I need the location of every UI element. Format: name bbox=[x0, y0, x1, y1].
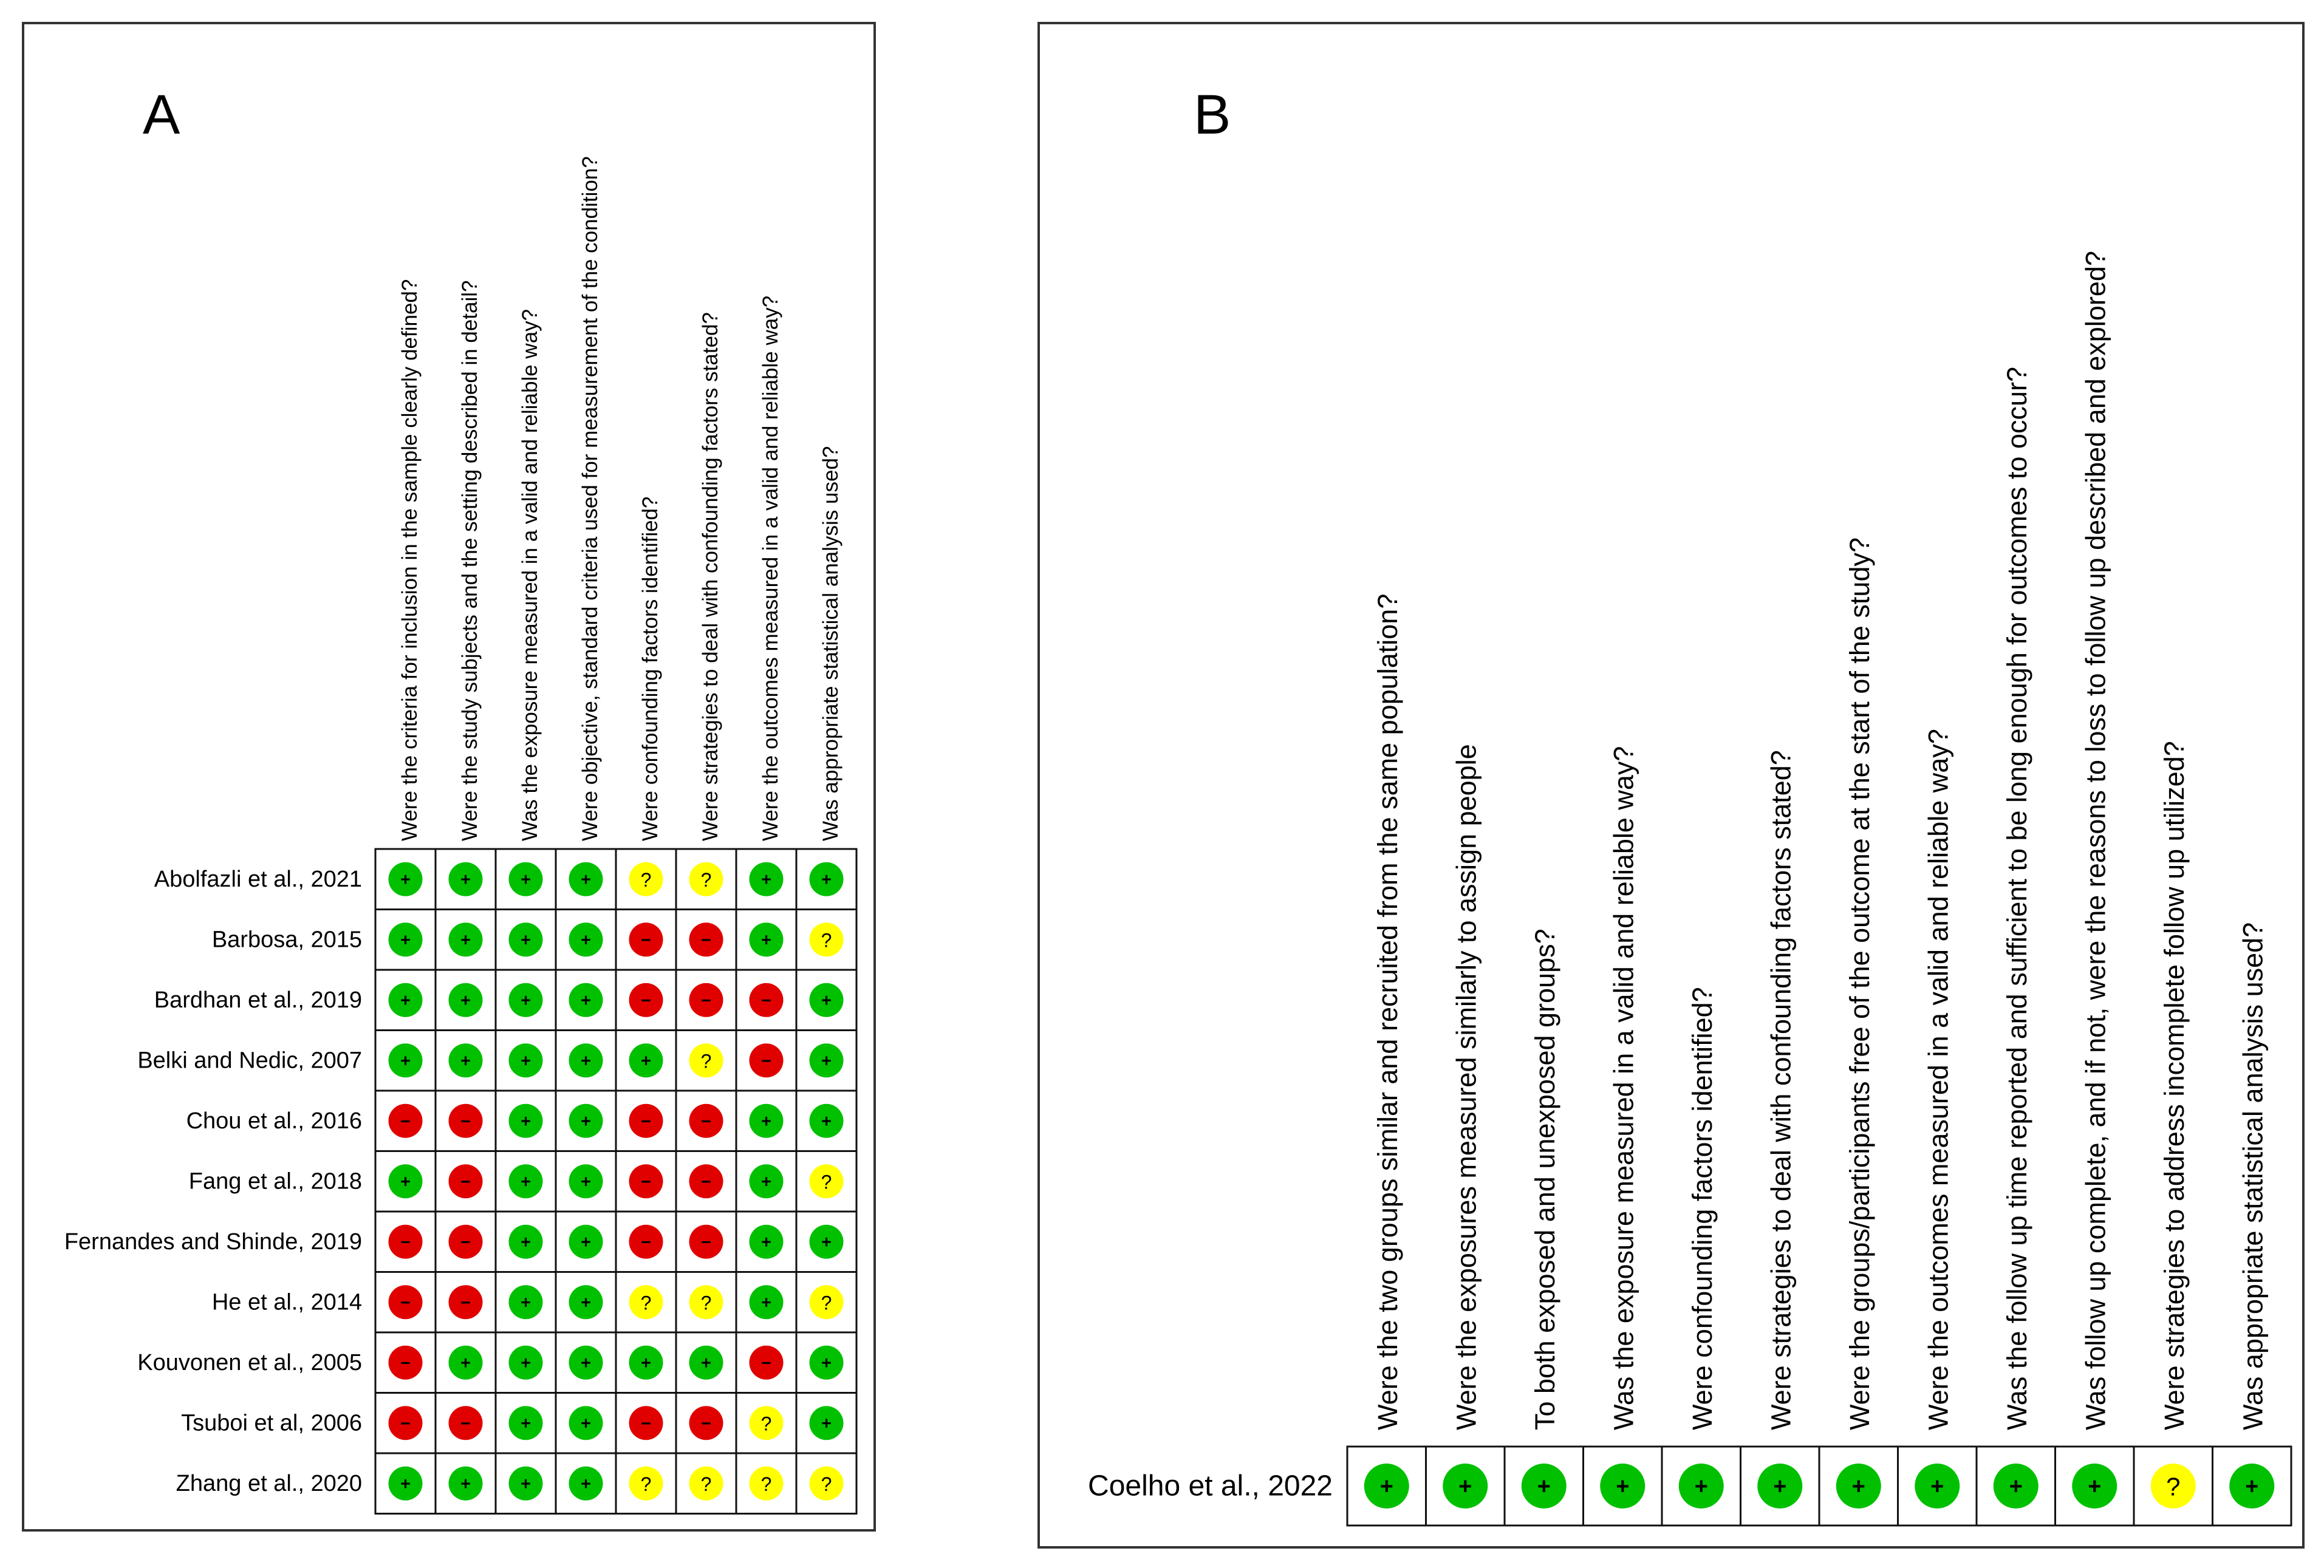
a-rating-symbol: + bbox=[581, 1232, 591, 1252]
b-rating-symbol: + bbox=[1851, 1474, 1865, 1499]
a-question-label: Were objective, standard criteria used for measurement of the condition? bbox=[578, 156, 602, 841]
a-rating-symbol: + bbox=[521, 1474, 531, 1494]
a-rating-symbol: − bbox=[400, 1414, 411, 1434]
a-rating-symbol: ? bbox=[821, 1171, 832, 1193]
b-question-label: Were the two groups similar and recruited from the same population? bbox=[1372, 593, 1403, 1430]
a-rating-symbol: + bbox=[521, 990, 531, 1011]
a-rating-symbol: + bbox=[761, 870, 771, 890]
a-rating-symbol: + bbox=[761, 930, 771, 950]
a-rating-symbol: − bbox=[701, 930, 711, 950]
b-rating-symbol: + bbox=[1694, 1474, 1708, 1499]
panel-a-letter: A bbox=[143, 84, 180, 146]
a-rating-symbol: + bbox=[400, 870, 411, 890]
a-rating-symbol: − bbox=[641, 930, 651, 950]
b-question-label: Was appropriate statistical analysis used? bbox=[2237, 922, 2269, 1430]
a-rating-symbol: ? bbox=[640, 868, 652, 891]
b-question-label: Were strategies to deal with confounding factors stated? bbox=[1765, 750, 1797, 1430]
a-rating-symbol: ? bbox=[760, 1413, 772, 1435]
a-rating-symbol: − bbox=[641, 990, 651, 1011]
b-rating-symbol: + bbox=[1537, 1474, 1551, 1499]
a-rating-symbol: − bbox=[460, 1232, 471, 1252]
a-rating-symbol: + bbox=[821, 1051, 832, 1071]
a-rating-symbol: − bbox=[400, 1353, 411, 1373]
a-rating-symbol: ? bbox=[821, 929, 832, 952]
a-rating-symbol: − bbox=[701, 990, 711, 1011]
b-question-label: Was follow up complete, and if not, were the reasons to loss to follow up described and explored? bbox=[2080, 251, 2111, 1430]
panel-a bbox=[23, 23, 875, 1530]
a-rating-symbol: + bbox=[641, 1051, 651, 1071]
a-rating-symbol: ? bbox=[821, 1292, 832, 1314]
a-rating-symbol: + bbox=[581, 990, 591, 1011]
a-rating-symbol: ? bbox=[700, 1292, 712, 1314]
a-question-label: Were the outcomes measured in a valid and reliable way? bbox=[759, 295, 782, 841]
a-rating-symbol: + bbox=[761, 1293, 771, 1313]
a-study-label: Tsuboi et al, 2006 bbox=[181, 1410, 362, 1436]
a-rating-symbol: + bbox=[821, 1353, 832, 1373]
a-rating-symbol: ? bbox=[821, 1473, 832, 1495]
a-study-label: He et al., 2014 bbox=[211, 1289, 362, 1315]
a-rating-symbol: + bbox=[400, 990, 411, 1011]
a-question-label: Were the criteria for inclusion in the sample clearly defined? bbox=[398, 279, 422, 841]
a-question-label: Was appropriate statistical analysis used? bbox=[819, 446, 842, 841]
a-rating-symbol: − bbox=[641, 1414, 651, 1434]
a-rating-symbol: ? bbox=[760, 1473, 772, 1495]
b-rating-symbol: + bbox=[1458, 1474, 1472, 1499]
a-rating-symbol: − bbox=[701, 1172, 711, 1192]
a-rating-symbol: + bbox=[521, 870, 531, 890]
a-rating-symbol: + bbox=[521, 930, 531, 950]
b-question-label: Were the outcomes measured in a valid and reliable way? bbox=[1922, 729, 1954, 1430]
a-rating-symbol: − bbox=[701, 1111, 711, 1131]
a-rating-symbol: + bbox=[521, 1172, 531, 1192]
a-rating-symbol: − bbox=[400, 1111, 411, 1131]
a-rating-symbol: + bbox=[581, 930, 591, 950]
a-rating-symbol: − bbox=[641, 1111, 651, 1131]
a-rating-symbol: ? bbox=[700, 1050, 712, 1072]
a-rating-symbol: + bbox=[400, 1474, 411, 1494]
panel-b-frame bbox=[1039, 23, 2303, 1547]
a-rating-symbol: + bbox=[400, 1172, 411, 1192]
a-rating-symbol: − bbox=[460, 1414, 471, 1434]
b-rating-symbol: + bbox=[2088, 1474, 2102, 1499]
a-rating-symbol: + bbox=[400, 1051, 411, 1071]
a-rating-symbol: + bbox=[581, 1051, 591, 1071]
b-study-label: Coelho et al., 2022 bbox=[1088, 1470, 1333, 1502]
b-rating-symbol: ? bbox=[2166, 1472, 2181, 1501]
a-study-label: Abolfazli et al., 2021 bbox=[154, 866, 362, 892]
b-rating-symbol: + bbox=[2009, 1474, 2023, 1499]
a-rating-symbol: − bbox=[460, 1172, 471, 1192]
b-question-label: Were the groups/participants free of the outcome at the start of the study? bbox=[1844, 537, 1875, 1430]
a-rating-symbol: + bbox=[821, 870, 832, 890]
a-rating-symbol: + bbox=[521, 1414, 531, 1434]
a-rating-symbol: + bbox=[761, 1111, 771, 1131]
a-rating-symbol: − bbox=[761, 990, 771, 1011]
b-question-label: Were strategies to address incomplete follow up utilized? bbox=[2159, 741, 2190, 1430]
a-rating-symbol: + bbox=[821, 990, 832, 1011]
a-rating-symbol: + bbox=[581, 1353, 591, 1373]
a-rating-symbol: + bbox=[821, 1232, 832, 1252]
a-rating-symbol: + bbox=[821, 1414, 832, 1434]
b-question-label: Were confounding factors identified? bbox=[1687, 987, 1718, 1430]
a-rating-symbol: − bbox=[460, 1111, 471, 1131]
b-rating-symbol: + bbox=[1930, 1474, 1944, 1499]
b-rating-symbol: + bbox=[1379, 1474, 1393, 1499]
a-rating-symbol: ? bbox=[700, 1473, 712, 1495]
a-rating-symbol: + bbox=[581, 1111, 591, 1131]
panel-a-rating-grid bbox=[375, 849, 856, 1514]
a-rating-symbol: + bbox=[521, 1232, 531, 1252]
a-rating-symbol: ? bbox=[640, 1292, 652, 1314]
a-rating-symbol: − bbox=[641, 1172, 651, 1192]
a-rating-symbol: + bbox=[761, 1172, 771, 1192]
a-study-label: Bardhan et al., 2019 bbox=[154, 987, 362, 1013]
a-rating-symbol: + bbox=[521, 1051, 531, 1071]
panel-b-rating-grid bbox=[1347, 1447, 2291, 1525]
a-study-label: Chou et al., 2016 bbox=[186, 1108, 362, 1134]
a-rating-symbol: + bbox=[581, 1474, 591, 1494]
b-rating-symbol: + bbox=[2245, 1474, 2259, 1499]
a-study-label: Fernandes and Shinde, 2019 bbox=[64, 1229, 362, 1255]
a-study-label: Belki and Nedic, 2007 bbox=[137, 1048, 362, 1074]
panel-b bbox=[1039, 23, 2303, 1547]
b-rating-symbol: + bbox=[1773, 1474, 1787, 1499]
a-rating-symbol: + bbox=[581, 1172, 591, 1192]
a-rating-symbol: − bbox=[641, 1232, 651, 1252]
a-rating-symbol: + bbox=[460, 990, 471, 1011]
a-rating-symbol: + bbox=[460, 1474, 471, 1494]
a-rating-symbol: − bbox=[761, 1051, 771, 1071]
a-rating-symbol: + bbox=[701, 1353, 711, 1373]
b-question-label: To both exposed and unexposed groups? bbox=[1529, 929, 1560, 1430]
a-question-label: Were strategies to deal with confounding factors stated? bbox=[699, 312, 722, 841]
a-rating-symbol: + bbox=[761, 1232, 771, 1252]
a-rating-symbol: + bbox=[581, 1293, 591, 1313]
a-study-label: Fang et al., 2018 bbox=[188, 1168, 362, 1195]
a-question-label: Were the study subjects and the setting described in detail? bbox=[458, 280, 482, 841]
a-rating-symbol: + bbox=[521, 1353, 531, 1373]
a-study-label: Zhang et al., 2020 bbox=[176, 1470, 362, 1496]
a-study-label: Barbosa, 2015 bbox=[211, 927, 362, 953]
a-rating-symbol: + bbox=[521, 1293, 531, 1313]
a-rating-symbol: ? bbox=[700, 868, 712, 891]
a-question-label: Were confounding factors identified? bbox=[638, 496, 662, 841]
panel-b-study-labels bbox=[1088, 1470, 1333, 1502]
a-rating-symbol: + bbox=[460, 1051, 471, 1071]
a-study-label: Kouvonen et al., 2005 bbox=[137, 1349, 362, 1375]
a-rating-symbol: + bbox=[581, 1414, 591, 1434]
a-rating-symbol: + bbox=[460, 870, 471, 890]
a-question-label: Was the exposure measured in a valid and reliable way? bbox=[518, 308, 542, 841]
panel-b-letter: B bbox=[1194, 84, 1231, 146]
b-question-label: Were the exposures measured similarly to assign people bbox=[1451, 744, 1482, 1430]
a-rating-symbol: + bbox=[400, 930, 411, 950]
a-rating-symbol: + bbox=[641, 1353, 651, 1373]
a-rating-symbol: − bbox=[400, 1293, 411, 1313]
a-rating-symbol: − bbox=[761, 1353, 771, 1373]
b-question-label: Was the follow up time reported and sufficient to be long enough for outcomes to occur? bbox=[2001, 366, 2032, 1430]
a-rating-symbol: − bbox=[400, 1232, 411, 1252]
a-rating-symbol: + bbox=[460, 930, 471, 950]
a-rating-symbol: − bbox=[460, 1293, 471, 1313]
a-rating-symbol: + bbox=[581, 870, 591, 890]
b-rating-symbol: + bbox=[1616, 1474, 1630, 1499]
a-rating-symbol: − bbox=[701, 1232, 711, 1252]
a-rating-symbol: ? bbox=[640, 1473, 652, 1495]
a-rating-symbol: − bbox=[701, 1414, 711, 1434]
a-rating-symbol: + bbox=[521, 1111, 531, 1131]
a-rating-symbol: + bbox=[821, 1111, 832, 1131]
a-rating-symbol: + bbox=[460, 1353, 471, 1373]
b-question-label: Was the exposure measured in a valid and reliable way? bbox=[1608, 746, 1639, 1430]
